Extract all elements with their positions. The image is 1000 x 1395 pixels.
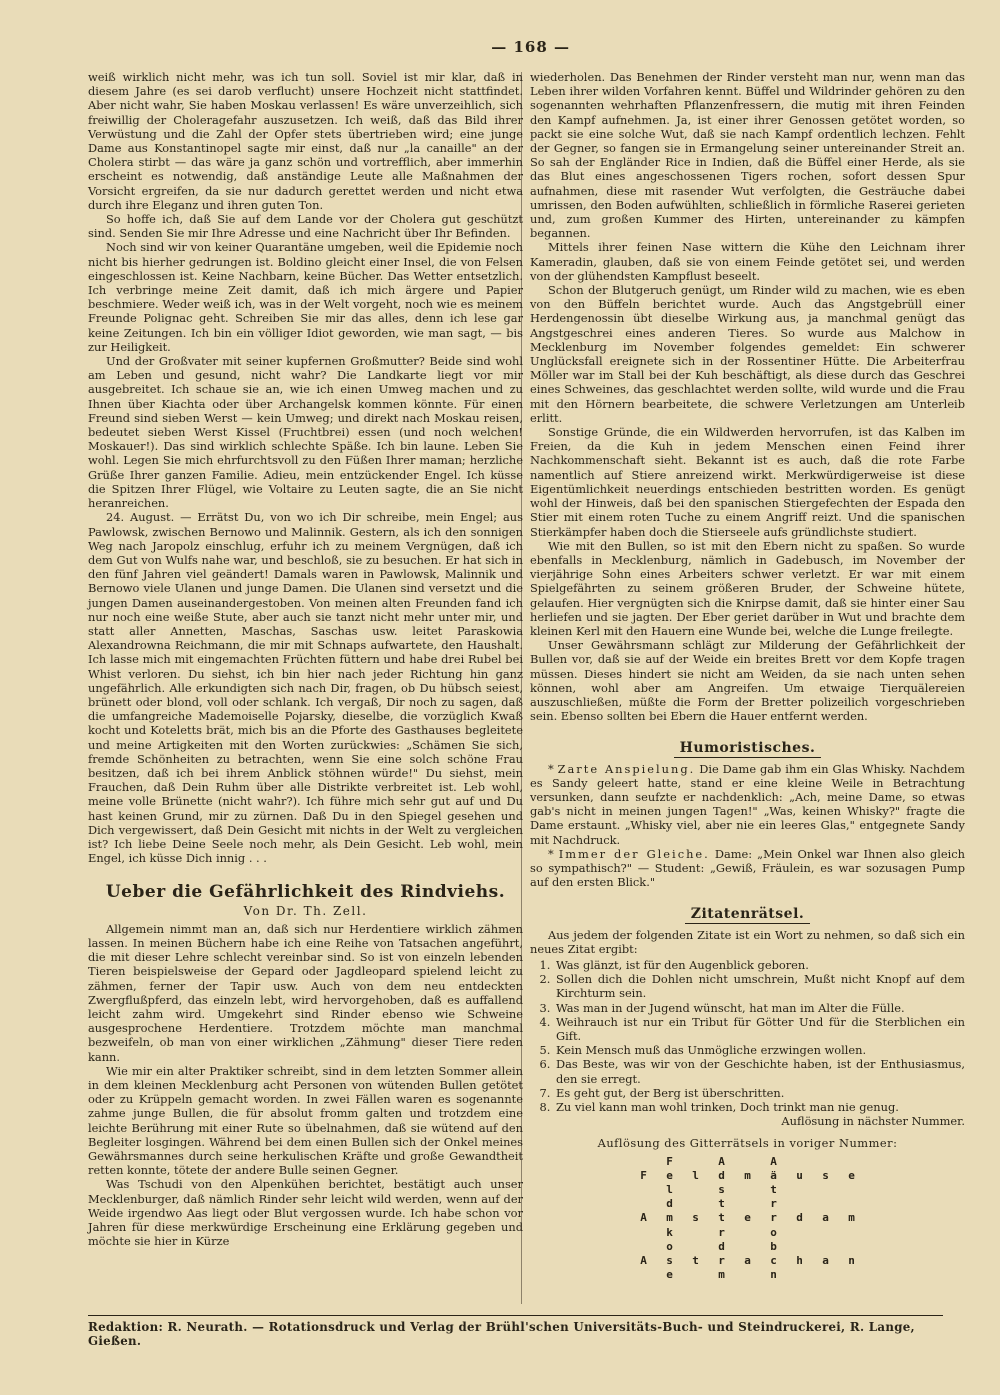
- grid-cell: F: [640, 1168, 647, 1182]
- letter-paragraph: 24. August. — Errätst Du, von wo ich Dir schreibe, mein Engel; aus Pawlowsk, zwischen Bernowo und Malinnik. Gestern, als ich den sonnigen Weg nach Jaropolz einschlug, erfuhr ich zu meinem Vergnügen, daß ich dem Gut von Wulfs nahe war, und beschloß, sie zu besuchen. Er hat sich in den fünf Jahren viel geändert! Damals waren in Pawlowsk, Malinnik und Bernowo viele Ulanen und junge Damen. Die Ulanen sind versetzt und die jungen Damen auseinandergestoben. Von meinen alten Freunden fand ich nur noch eine weiße Stute, aber auch sie tanzt nicht mehr unter mir, und statt aller Annetten, Maschas, Saschas usw. leitet Paraskowia Alexandrowna Reichmann, die mir mit Schnaps aufwartete, den Haushalt. Ich lasse mich mit eingemachten Früchten füttern und habe drei Rubel bei Whist verloren. Du siehst, ich bin hier nach jeder Richtung hin ganz ungefährlich. Alle erkundigten sich nach Dir, fragen, ob Du hübsch seiest, brünett oder blond, voll oder schlank. Ich vergaß, Dir noch zu sagen, daß die umfangreiche Mademoiselle Pojarsky, dieselbe, die vorzüglich Kwaß kocht und Koteletts brät, mich bis an die Pforte des Gasthauses begleitete und meine Artigkeiten mit den Worten zurückwies: „Schämen Sie sich, fremde Schönheiten zu betrachten, wenn Sie eine solch schöne Frau besitzen, daß ich bei ihrem Anblick stöhnen würde!" Du siehst, mein Frauchen, daß Dein Ruhm über alle Distrikte verbreitet ist. Leb wohl, meine volle Brünette (nicht wahr?). Ich führe mich sehr gut auf und Du hast keinen Grund, mir zu zürnen. Daß Du in den Spiegel gesehen und Dich vergewissert, daß Dein Gesicht mit nichts in der Welt zu vergleichen ist? Ich liebe Deine Seele noch mehr, als Dein Gesicht. Leb wohl, mein Engel, ich küsse Dich innig . . .: [88, 510, 523, 866]
- grid-cell: e: [848, 1168, 855, 1182]
- quiz-item: 8. Zu viel kann man wohl trinken, Doch trinkt man nie genug.: [554, 1100, 965, 1114]
- grid-cell: r: [718, 1254, 725, 1268]
- quiz-item: 7. Es geht gut, der Berg ist überschritten.: [554, 1086, 965, 1100]
- letter-paragraph: So hoffe ich, daß Sie auf dem Lande vor der Cholera gut geschützt sind. Senden Sie mir Ihre Adresse und eine Nachricht über Ihr Befinden.: [88, 212, 523, 241]
- article-paragraph: Mittels ihrer feinen Nase wittern die Kühe den Leichnam ihrer Kameradin, glauben, daß sie von einem Feinde getötet sei, und werden von der glühendsten Kampflust beseelt.: [530, 240, 965, 283]
- grid-cell: s: [822, 1168, 829, 1182]
- letter-paragraph: Und der Großvater mit seiner kupfernen Großmutter? Beide sind wohl am Leben und gesund, nicht wahr? Die Landkarte liegt vor mir ausgebreitet. Ich schaue sie an, wie ich einen Umweg machen und zu Ihnen über Kiachta oder über Archangelsk kommen könnte. Für einen Freund sind sieben Werst — kein Umweg; und direkt nach Moskau reisen, bedeutet sieben Werst Kissel (Fruchtbrei) essen (und noch welchen! Moskauer!). Das sind wirklich schlechte Späße. Ich bin laune. Leben Sie wohl. Legen Sie mich ehrfurchtsvoll zu den Füßen Ihrer maman; herzliche Grüße Ihrer ganzen Familie. Adieu, mein entzückender Engel. Ich küsse die Spitzen Ihrer Flügel, wie Voltaire zu Leuten sagte, die an Sie nicht heranreichen.: [88, 354, 523, 511]
- grid-cell: [813, 1155, 839, 1169]
- grid-cell: r: [770, 1211, 777, 1225]
- grid-cell: d: [718, 1168, 725, 1182]
- grid-cell: [787, 1155, 813, 1169]
- grid-cell: l: [666, 1183, 673, 1197]
- grid-cell: A: [770, 1154, 777, 1168]
- grid-cell: m: [666, 1211, 673, 1225]
- grid-row: [631, 1268, 865, 1282]
- grid-row: [631, 1240, 865, 1254]
- grid-cell: [735, 1197, 761, 1211]
- humor-item-text: Dame: „Mein Onkel war Ihnen also gleich so sympathisch?" — Student: „Gewiß, Fräulein, es war sozusagen Pump auf den ersten Blick.": [530, 846, 965, 890]
- grid-cell: [631, 1268, 657, 1282]
- grid-cell: [839, 1197, 865, 1211]
- quiz-item: 5. Kein Mensch muß das Unmögliche erzwingen wollen.: [554, 1043, 965, 1057]
- grid-row: [631, 1226, 865, 1240]
- grid-cell: [839, 1268, 865, 1282]
- humor-item-title: Immer der Gleiche.: [558, 846, 710, 861]
- humor-item: * Zarte Anspielung. Die Dame gab ihm ein Glas Whisky. Nachdem es Sandy geleert hatte, stand er eine kleine Weile in Betrachtung versunken, dann seufzte er nachdenklich: „Ach, meine Dame, so etwas gab's nicht in meinen jungen Tagen!" „Was, keinen Whisky?" fragte die Dame erstaunt. „Whisky viel, aber nie ein leeres Glas," entgegnete Sandy mit Nachdruck.: [530, 761, 965, 847]
- page-number: — 168 —: [491, 38, 570, 56]
- grid-cell: m: [718, 1268, 725, 1282]
- grid-cell: A: [640, 1211, 647, 1225]
- grid-cell: [813, 1240, 839, 1254]
- humor-item-text: Die Dame gab ihm ein Glas Whisky. Nachdem es Sandy geleert hatte, stand er eine kleine Weile in Betrachtung versunken, dann seufzte er nachdenklich: „Ach, meine Dame, so etwas gab's nicht in meinen jungen Tagen!" „Was, keinen Whisky?" fragte die Dame erstaunt. „Whisky viel, aber nie ein leeres Glas," entgegnete Sandy mit Nachdruck.: [530, 761, 965, 847]
- grid-cell: [839, 1155, 865, 1169]
- grid-cell: [631, 1240, 657, 1254]
- grid-cell: a: [822, 1254, 829, 1268]
- grid-cell: m: [744, 1168, 751, 1182]
- grid-cell: A: [640, 1254, 647, 1268]
- grid-cell: d: [718, 1239, 725, 1253]
- grid-cell: u: [796, 1168, 803, 1182]
- article-paragraph: Allgemein nimmt man an, daß sich nur Herdentiere wirklich zähmen lassen. In meinen Büchern habe ich eine Reihe von Tatsachen angeführt, die mit dieser Lehre schlecht vereinbar sind. So ist von einzeln lebenden Tieren beispielsweise der Gepard oder Jagdleopard spielend leicht zu zähmen, ferner der Tapir usw. Auch von dem neu entdeckten Zwergflußpferd, das einzeln lebt, wird hervorgehoben, daß es auffallend leicht zahm wird. Umgekehrt sind Rinder ebenso wie Schweine ausgesprochene Herdentiere. Trotzdem möchte man manchmal bezweifeln, ob man von einer wirklichen „Zähmung" dieser Tiere reden kann.: [88, 921, 523, 1064]
- grid-cell: [787, 1197, 813, 1211]
- grid-row: [631, 1169, 865, 1183]
- quiz-item: 2. Sollen dich die Dohlen nicht umschrein, Mußt nicht Knopf auf dem Kirchturm sein.: [554, 972, 965, 1000]
- article-paragraph: Wie mir ein alter Praktiker schreibt, sind in dem letzten Sommer allein in dem kleinen Mecklenburg acht Personen von wütenden Bullen getötet oder zu Krüppeln gemacht worden. In zwei Fällen waren es sogenannte zahme junge Bullen, die für absolut fromm galten und trotzdem eine leichte Berührung mit einer Rute so übelnahmen, daß sie wütend auf den Begleiter losgingen. Während bei dem einen Bullen sich der Onkel meines Gewährsmannes durch seine herkulischen Kräfte und große Gewandtheit retten konnte, tötete der andere Bulle seinen Gegner.: [88, 1063, 523, 1178]
- grid-cell: [683, 1268, 709, 1282]
- grid-cell: [839, 1183, 865, 1197]
- grid-cell: a: [744, 1254, 751, 1268]
- grid-cell: e: [666, 1268, 673, 1282]
- article-paragraph: Was Tschudi von den Alpenkühen berichtet, bestätigt auch unser Mecklenburger, daß nämlich Rinder sehr leicht wild werden, wenn auf der Weide irgendwo Aas liegt oder Blut vergossen wurde. Ich habe schon vor Jahren für diese merkwürdige Erscheinung eine Erklärung gegeben und möchte sie hier in Kürze: [88, 1177, 523, 1249]
- letter-paragraph: Noch sind wir von keiner Quarantäne umgeben, weil die Epidemie noch nicht bis hierher gedrungen ist. Boldino gleicht einer Insel, die von Felsen eingeschlossen ist. Keine Nachbarn, keine Bücher. Das Wetter entsetzlich. Ich verbringe meine Zeit damit, daß ich mich ärgere und Papier beschmiere. Weder weiß ich, was in der Welt vorgeht, noch wie es meinem Freunde Polignac geht. Schreiben Sie mir das alles, denn ich lese gar keine Zeitungen. Ich bin ein völliger Idiot geworden, wie man sagt, — bis zur Heiligkeit.: [88, 240, 523, 354]
- grid-cell: [631, 1155, 657, 1169]
- grid-cell: a: [822, 1211, 829, 1225]
- grid-cell: o: [770, 1225, 777, 1239]
- grid-cell: [813, 1226, 839, 1240]
- grid-cell: s: [718, 1183, 725, 1197]
- grid-cell: [631, 1197, 657, 1211]
- grid-cell: [735, 1240, 761, 1254]
- grid-cell: o: [666, 1239, 673, 1253]
- grid-cell: [631, 1183, 657, 1197]
- grid-cell: s: [692, 1211, 699, 1225]
- grid-cell: [735, 1226, 761, 1240]
- grid-cell: e: [666, 1168, 673, 1182]
- grid-row: [631, 1183, 865, 1197]
- grid-cell: r: [770, 1197, 777, 1211]
- grid-cell: [735, 1155, 761, 1169]
- grid-cell: c: [770, 1254, 777, 1268]
- right-column: [530, 70, 965, 1282]
- grid-cell: k: [666, 1225, 673, 1239]
- grid-cell: [787, 1226, 813, 1240]
- grid-row: [631, 1197, 865, 1211]
- grid-cell: [735, 1268, 761, 1282]
- grid-cell: [813, 1197, 839, 1211]
- grid-cell: n: [770, 1268, 777, 1282]
- grid-cell: F: [666, 1154, 673, 1168]
- grid-cell: h: [796, 1254, 803, 1268]
- article-paragraph: Wie mit den Bullen, so ist mit den Ebern nicht zu spaßen. So wurde ebenfalls in Mecklenburg, nämlich in Gadebusch, im November der vierjährige Sohn eines Arbeiters schwer verletzt. Er war mit einem Spielgefährten zu seinem größeren Bruder, der Schweine hütete, gelaufen. Hier vergnügten sich die Knirpse damit, daß sie hinter einer Sau herliefen und sie jagten. Der Eber geriet darüber in Wut und brachte dem kleinen Kerl mit den Hauern eine Wunde bei, welche die Lunge freilegte.: [530, 538, 965, 638]
- grid-cell: [683, 1197, 709, 1211]
- letter-paragraph: weiß wirklich nicht mehr, was ich tun soll. Soviel ist mir klar, daß in diesem Jahre (es sei darob verflucht) unsere Hochzeit nicht stattfindet. Aber nicht wahr, Sie haben Moskau verlassen! Es wäre unverzeihlich, sich freiwillig der Choleragefahr auszusetzen. Ich weiß, daß das Bild ihrer Verwüstung und die Zahl der Opfer stets übertrieben wird; eine junge Dame aus Konstantinopel sagte mir einst, daß nur „la canaille" an der Cholera stirbt — das wäre ja ganz schön und vortrefflich, aber immerhin erscheint es notwendig, daß anständige Leute alle Maßnahmen der Vorsicht ergreifen, da sie nur dadurch gerettet werden und nicht etwa durch ihre Eleganz und ihren guten Ton.: [88, 70, 523, 212]
- grid-cell: [735, 1183, 761, 1197]
- article-paragraph: Sonstige Gründe, die ein Wildwerden hervorrufen, ist das Kalben im Freien, da die Kuh in jedem Menschen einen Feind ihrer Nachkommenschaft sieht. Bekannt ist es auch, daß die rote Farbe namentlich auf Stiere anreizend wirkt. Merkwürdigerweise ist diese Eigentümlichkeit neuerdings entschieden bestritten worden. Es genügt wohl der Hinweis, daß bei den spanischen Stiergefechten der Espada den Stier mit einem roten Tuche zu einem Angriff reizt. Und die spanischen Stierkämpfer haben doch die Stierseele aufs gründlichste studiert.: [530, 425, 965, 539]
- grid-cell: s: [666, 1254, 673, 1268]
- grid-cell: [787, 1240, 813, 1254]
- grid-cell: t: [692, 1254, 699, 1268]
- article-paragraph: wiederholen. Das Benehmen der Rinder versteht man nur, wenn man das Leben ihrer wilden Vorfahren kennt. Büffel und Wildrinder gehören zu den sogenannten wehrhaften Pflanzenfressern, die mutig mit ihren Feinden den Kampf aufnehmen. Ja, ist einer ihrer Genossen getötet worden, so packt sie eine solche Wut, daß sie nach Kampf ordentlich lechzen. Fehlt der Gegner, so fangen sie in Ermangelung seiner untereinander Streit an. So sah der Engländer Rice in Indien, daß die Büffel einer Herde, als sie das Blut eines angeschossenen Tigers rochen, sofort dessen Spur aufnahmen, diese mit rasender Wut verfolgten, die Gesträuche dabei umrissen, den Boden aufwühlten, schließlich in förmliche Raserei gerieten und, zum großen Kummer des Hirten, untereinander zu kämpfen begannen.: [530, 70, 965, 241]
- quiz-item: 1. Was glänzt, ist für den Augenblick geboren.: [554, 958, 965, 972]
- grid-cell: ä: [770, 1168, 777, 1182]
- quiz-list: [530, 958, 965, 1114]
- grid-cell: b: [770, 1239, 777, 1253]
- grid-cell: l: [692, 1168, 699, 1182]
- article-title: Ueber die Gefährlichkeit des Rindviehs.: [105, 882, 506, 903]
- solution-heading: Auflösung des Gitterrätsels in voriger Nummer:: [597, 1136, 898, 1151]
- grid-row: [631, 1155, 865, 1169]
- grid-cell: r: [718, 1225, 725, 1239]
- grid-cell: t: [718, 1197, 725, 1211]
- grid-cell: [683, 1226, 709, 1240]
- grid-cell: m: [848, 1211, 855, 1225]
- humor-item: * Immer der Gleiche. Dame: „Mein Onkel war Ihnen also gleich so sympathisch?" — Student: „Gewiß, Fräulein, es war sozusagen Pump auf den ersten Blick.": [530, 846, 965, 890]
- imprint-footer: Redaktion: R. Neurath. — Rotationsdruck und Verlag der Brühl'schen Universitäts-Buch- und Steindruckerei, R. Lange, Gießen.: [88, 1320, 915, 1348]
- grid-cell: A: [718, 1154, 725, 1168]
- article-paragraph: Unser Gewährsmann schlägt zur Milderung der Gefährlichkeit der Bullen vor, daß sie auf der Weide ein breites Brett vor dem Kopfe tragen müssen. Dieses hindert sie nicht am Weiden, da sie nach unten sehen können, wohl aber am Angreifen. Um etwaige Tierquälereien auszuschließen, müßte die Form der Bretter polizeilich vorgeschrieben sein. Ebenso sollten bei Ebern die Hauer entfernt werden.: [530, 638, 965, 724]
- grid-cell: n: [848, 1254, 855, 1268]
- grid-row: [631, 1211, 865, 1225]
- grid-cell: [787, 1183, 813, 1197]
- humor-item-title: Zarte Anspielung.: [557, 761, 696, 776]
- grid-cell: d: [796, 1211, 803, 1225]
- quiz-item: 6. Das Beste, was wir von der Geschichte haben, ist der Enthusiasmus, den sie erregt.: [554, 1057, 965, 1085]
- humor-heading: Humoristisches.: [530, 741, 965, 755]
- left-column: [88, 70, 523, 1248]
- quiz-item: 4. Weihrauch ist nur ein Tribut für Götter Und für die Sterblichen ein Gift.: [554, 1015, 965, 1043]
- grid-cell: e: [744, 1211, 751, 1225]
- grid-cell: [683, 1183, 709, 1197]
- grid-cell: [631, 1226, 657, 1240]
- article-byline: Von Dr. Th. Zell.: [243, 903, 368, 918]
- quiz-outro: Auflösung in nächster Nummer.: [781, 1114, 965, 1129]
- grid-cell: t: [770, 1183, 777, 1197]
- footer-rule: [88, 1315, 943, 1316]
- grid-cell: [683, 1155, 709, 1169]
- grid-cell: d: [666, 1197, 673, 1211]
- solution-grid: [631, 1155, 865, 1283]
- grid-cell: [787, 1268, 813, 1282]
- grid-cell: [839, 1240, 865, 1254]
- article-paragraph: Schon der Blutgeruch genügt, um Rinder wild zu machen, wie es eben von den Büffeln berichtet wurde. Auch das Angstgebrüll einer Herdengenossin übt dieselbe Wirkung aus, ja manchmal genügt das Angstgeschrei eines anderen Tieres. So wurde aus Malchow in Mecklenburg im November folgendes gemeldet: Ein schwerer Unglücksfall ereignete sich in der Rossentiner Hütte. Die Arbeiterfrau Möller war im Stall bei der Kuh beschäftigt, als diese durch das Geschrei eines Schweines, das geschlachtet werden sollte, wild wurde und die Frau mit den Hörnern bearbeitete, die schwere Verletzungen am Unterleib erlitt.: [530, 283, 965, 425]
- grid-row: [631, 1254, 865, 1268]
- grid-cell: [839, 1226, 865, 1240]
- quiz-item: 3. Was man in der Jugend wünscht, hat man im Alter die Fülle.: [554, 1001, 965, 1015]
- grid-cell: [683, 1240, 709, 1254]
- grid-cell: [813, 1183, 839, 1197]
- quiz-heading: Zitatenrätsel.: [530, 907, 965, 921]
- quiz-intro: Aus jedem der folgenden Zitate ist ein Wort zu nehmen, so daß sich ein neues Zitat ergibt:: [530, 927, 965, 956]
- grid-cell: t: [718, 1211, 725, 1225]
- grid-cell: [813, 1268, 839, 1282]
